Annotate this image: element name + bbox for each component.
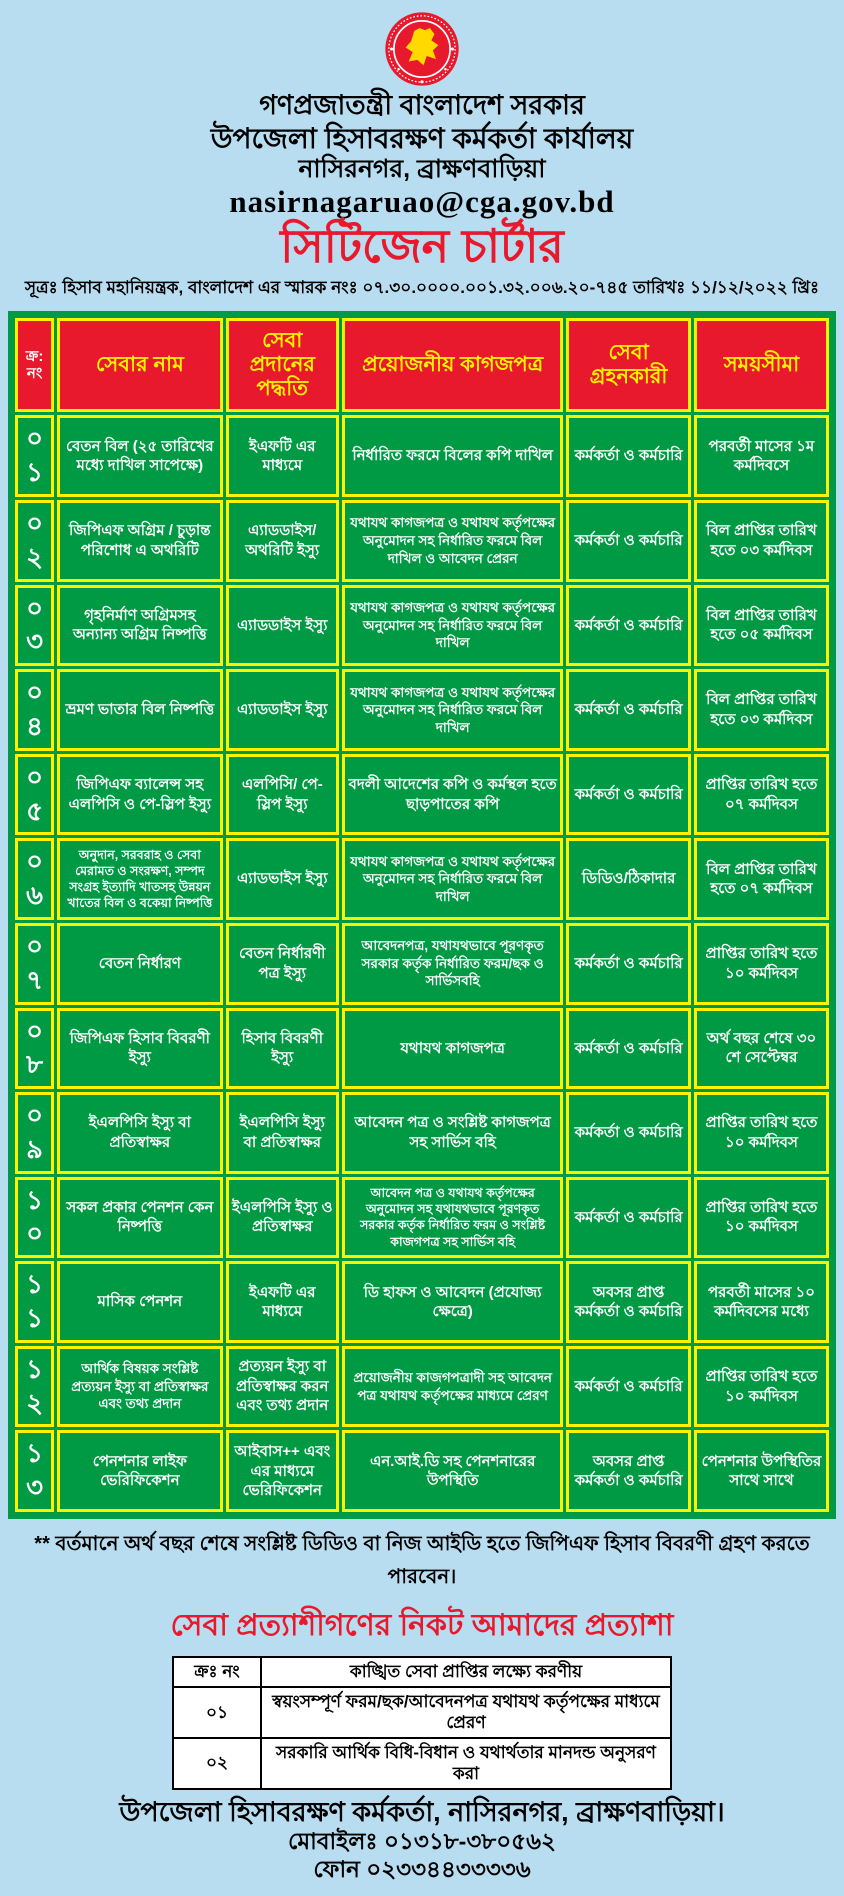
serial-cell: ০৫ bbox=[15, 754, 54, 836]
service-cell: কর্মকর্তা ও কর্মচারি bbox=[566, 923, 691, 1005]
service-cell: এ্যাডডাইস ইস্যু bbox=[226, 669, 339, 751]
expectation-serial-cell: ০১ bbox=[173, 1687, 261, 1738]
service-cell: কর্মকর্তা ও কর্মচারি bbox=[566, 1346, 691, 1428]
service-cell: আইবাস++ এবং এর মাধ্যমে ভেরিফিকেশন bbox=[226, 1430, 339, 1512]
service-cell: বিল প্রাপ্তির তারিখ হতে ০৩ কর্মদিবস bbox=[694, 669, 829, 751]
services-table bbox=[12, 315, 832, 1515]
service-row bbox=[15, 1346, 829, 1428]
office-email: nasirnagaruao@cga.gov.bd bbox=[229, 184, 615, 220]
service-cell: জিপিএফ হিসাব বিবরণী ইস্যু bbox=[57, 1008, 222, 1090]
service-row bbox=[15, 923, 829, 1005]
service-cell: গৃহনির্মাণ অগ্রিমসহ অন্যান্য অগ্রিম নিষ্পত্তি bbox=[57, 585, 222, 667]
service-cell: প্রাপ্তির তারিখ হতে ১০ কর্মদিবস bbox=[694, 1092, 829, 1174]
service-cell: যথাযথ কাগজপত্র ও যথাযথ কর্তৃপক্ষের অনুমোদন সহ নির্ধারিত ফরমে বিল দাখিল ও আবেদন প্রেরন bbox=[342, 500, 563, 582]
service-cell: ডিডিও/ঠিকাদার bbox=[566, 838, 691, 920]
service-cell: পেনশনার লাইফ ভেরিফিকেশন bbox=[57, 1430, 222, 1512]
service-cell: হিসাব বিবরণী ইস্যু bbox=[226, 1008, 339, 1090]
serial-cell: ০৮ bbox=[15, 1008, 54, 1090]
services-column-header: সেবার নাম bbox=[57, 318, 222, 412]
service-cell: যথাযথ কাগজপত্র ও যথাযথ কর্তৃপক্ষের অনুমোদন সহ নির্ধারিত ফরমে বিল দাখিল bbox=[342, 669, 563, 751]
service-cell: প্রাপ্তির তারিখ হতে ১০ কর্মদিবস bbox=[694, 1346, 829, 1428]
service-row bbox=[15, 754, 829, 836]
memo-reference: সূত্রঃ হিসাব মহানিয়ন্ত্রক, বাংলাদেশ এর স্মারক নংঃ ০৭.৩০.০০০০.০০১.৩২.০০৬.২০-৭৪৫ তারিখঃ ১১/১২/২০২২ খ্রিঃ bbox=[24, 277, 820, 297]
service-cell: মাসিক পেনশন bbox=[57, 1261, 222, 1343]
serial-cell: ১২ bbox=[15, 1346, 54, 1428]
service-cell: প্রাপ্তির তারিখ হতে ০৭ কর্মদিবস bbox=[694, 754, 829, 836]
service-cell: অনুদান, সরবরাহ ও সেবা মেরামত ও সংরক্ষণ, সম্পদ সংগ্রহ ইত্যাদি খাতসহ উন্নয়ন খাতের বিল ও বকেয়া নিষ্পত্তি bbox=[57, 838, 222, 920]
service-row bbox=[15, 585, 829, 667]
service-cell: আবেদন পত্র ও সংশ্লিষ্ট কাগজপত্র সহ সার্ভিস বহি bbox=[342, 1092, 563, 1174]
government-name: গণপ্রজাতন্ত্রী বাংলাদেশ সরকার bbox=[259, 90, 585, 120]
footer-phone-number: ফোন ০২৩৩৪৪৩৩৩৩৬ bbox=[313, 1856, 531, 1882]
office-name: উপজেলা হিসাবরক্ষণ কর্মকর্তা কার্যালয় bbox=[210, 122, 634, 154]
expectations-table bbox=[172, 1656, 672, 1790]
expectation-serial-cell: ০২ bbox=[173, 1738, 261, 1789]
serial-cell: ০২ bbox=[15, 500, 54, 582]
service-row bbox=[15, 1092, 829, 1174]
service-cell: অবসর প্রাপ্ত কর্মকর্তা ও কর্মচারি bbox=[566, 1430, 691, 1512]
document-footer bbox=[0, 1796, 844, 1896]
service-cell: বদলী আদেশের কপি ও কর্মস্থল হতে ছাড়পাতের কপি bbox=[342, 754, 563, 836]
footer-mobile-number: মোবাইলঃ ০১৩১৮-৩৮০৫৬২ bbox=[287, 1828, 556, 1855]
service-cell: কর্মকর্তা ও কর্মচারি bbox=[566, 415, 691, 497]
service-cell: অর্থ বছর শেষে ৩০ শে সেপ্টেম্বর bbox=[694, 1008, 829, 1090]
service-cell: ইএলপিসি ইস্যু ও প্রতিস্বাক্ষর bbox=[226, 1177, 339, 1259]
service-cell: কর্মকর্তা ও কর্মচারি bbox=[566, 1092, 691, 1174]
service-row bbox=[15, 1261, 829, 1343]
service-cell: কর্মকর্তা ও কর্মচারি bbox=[566, 585, 691, 667]
bangladesh-emblem-icon bbox=[383, 10, 461, 88]
expectations-heading: সেবা প্রত্যাশীগণের নিকট আমাদের প্রত্যাশা bbox=[170, 1609, 674, 1643]
service-cell: এ্যাডডাইস/ অথরিটি ইস্যু bbox=[226, 500, 339, 582]
serial-cell: ০৯ bbox=[15, 1092, 54, 1174]
service-cell: বেতন নির্ধারণী পত্র ইস্যু bbox=[226, 923, 339, 1005]
service-row bbox=[15, 669, 829, 751]
serial-cell: ১১ bbox=[15, 1261, 54, 1343]
service-cell: পরবর্তী মাসের ১ম কর্মদিবসে bbox=[694, 415, 829, 497]
service-cell: বিল প্রাপ্তির তারিখ হতে ০৫ কর্মদিবস bbox=[694, 585, 829, 667]
service-cell: বিল প্রাপ্তির তারিখ হতে ০৩ কর্মদিবস bbox=[694, 500, 829, 582]
service-cell: প্রয়োজনীয় কাজগপত্রাদী সহ আবেদন পত্র যথাযথ কর্তৃপক্ষের মাধ্যমে প্রেরণ bbox=[342, 1346, 563, 1428]
expectation-text-cell: স্বয়ংসম্পূর্ণ ফরম/ছক/আবেদনপত্র যথাযথ কর্তৃপক্ষের মাধ্যমে প্রেরণ bbox=[261, 1687, 671, 1738]
serial-cell: ১৩ bbox=[15, 1430, 54, 1512]
expectation-row bbox=[173, 1738, 671, 1789]
service-cell: ইএলপিসি ইস্যু বা প্রতিস্বাক্ষর bbox=[226, 1092, 339, 1174]
services-column-header: সময়সীমা bbox=[694, 318, 829, 412]
service-row bbox=[15, 838, 829, 920]
service-cell: কর্মকর্তা ও কর্মচারি bbox=[566, 754, 691, 836]
service-cell: জিপিএফ অগ্রিম / চুড়ান্ত পরিশোধ এ অথরিটি bbox=[57, 500, 222, 582]
service-cell: সকল প্রকার পেনশন কেন নিষ্পত্তি bbox=[57, 1177, 222, 1259]
service-cell: ডি হাফস ও আবেদন (প্রযোজ্য ক্ষেত্রে) bbox=[342, 1261, 563, 1343]
service-cell: যথাযথ কাগজপত্র ও যথাযথ কর্তৃপক্ষের অনুমোদন সহ নির্ধারিত ফরমে বিল দাখিল bbox=[342, 838, 563, 920]
serial-cell: ০৭ bbox=[15, 923, 54, 1005]
serial-cell: ০৬ bbox=[15, 838, 54, 920]
serial-cell: ১০ bbox=[15, 1177, 54, 1259]
service-cell: ইএলপিসি ইস্যু বা প্রতিস্বাক্ষর bbox=[57, 1092, 222, 1174]
service-cell: বিল প্রাপ্তির তারিখ হতে ০৭ কর্মদিবস bbox=[694, 838, 829, 920]
gpf-footnote: ** বর্তমানে অর্থ বছর শেষে সংশ্লিষ্ট ডিডিও বা নিজ আইডি হতে জিপিএফ হিসাব বিবরণী গ্রহণ করতে পারবেন। bbox=[34, 1533, 810, 1589]
expectation-row bbox=[173, 1687, 671, 1738]
service-cell: বেতন বিল (২৫ তারিখের মধ্যে দাখিল সাপেক্ষে) bbox=[57, 415, 222, 497]
service-cell: পেনশনার উপস্থিতির সাথে সাথে bbox=[694, 1430, 829, 1512]
service-cell: বেতন নির্ধারণ bbox=[57, 923, 222, 1005]
service-cell: এ্যাডভাইস ইস্যু bbox=[226, 838, 339, 920]
service-row bbox=[15, 415, 829, 497]
services-header-row bbox=[15, 318, 829, 412]
expectations-column-header: কাঙ্খিত সেবা প্রাপ্তির লক্ষ্যে করণীয় bbox=[261, 1657, 671, 1687]
service-cell: কর্মকর্তা ও কর্মচারি bbox=[566, 500, 691, 582]
service-cell: প্রাপ্তির তারিখ হতে ১০ কর্মদিবস bbox=[694, 1177, 829, 1259]
service-cell: ইএফটি এর মাধ্যমে bbox=[226, 415, 339, 497]
service-row bbox=[15, 500, 829, 582]
service-cell: কর্মকর্তা ও কর্মচারি bbox=[566, 1177, 691, 1259]
expectations-header-row bbox=[173, 1657, 671, 1687]
service-cell: এ্যাডডাইস ইস্যু bbox=[226, 585, 339, 667]
service-cell: এলপিসি/ পে-স্লিপ ইস্যু bbox=[226, 754, 339, 836]
service-cell: এন.আই.ডি সহ পেনশনারের উপস্থিতি bbox=[342, 1430, 563, 1512]
service-cell: আর্থিক বিষয়ক সংশ্লিষ্ট প্রত্যয়ন ইস্যু বা প্রতিস্বাক্ষর এবং তথ্য প্রদান bbox=[57, 1346, 222, 1428]
office-location: নাসিরনগর, ব্রাক্ষণবাড়িয়া bbox=[298, 154, 546, 183]
service-cell: আবেদন পত্র ও যথাযথ কর্তৃপক্ষের অনুমোদন সহ যথাযথভাবে পূরণকৃত সরকার কর্তৃক নির্ধারিত ফরম ও সংশ্লিষ্ট কাজগপত্র সহ সার্ভিস বহি bbox=[342, 1177, 563, 1259]
service-cell: ইএফটি এর মাধ্যমে bbox=[226, 1261, 339, 1343]
serial-cell: ০১ bbox=[15, 415, 54, 497]
service-cell: প্রাপ্তির তারিখ হতে ১০ কর্মদিবস bbox=[694, 923, 829, 1005]
expectations-column-header: ক্রঃ নং bbox=[173, 1657, 261, 1687]
service-cell: অবসর প্রাপ্ত কর্মকর্তা ও কর্মচারি bbox=[566, 1261, 691, 1343]
service-cell: যথাযথ কাগজপত্র ও যথাযথ কর্তৃপক্ষের অনুমোদন সহ নির্ধারিত ফরমে বিল দাখিল bbox=[342, 585, 563, 667]
serial-cell: ০৪ bbox=[15, 669, 54, 751]
service-cell: আবেদনপত্র, যথাযথভাবে পূরণকৃত সরকার কর্তৃক নির্ধারিত ফরম/ছক ও সার্ভিসবহি bbox=[342, 923, 563, 1005]
footer-office-line: উপজেলা হিসাবরক্ষণ কর্মকর্তা, নাসিরনগর, ব্রাক্ষণবাড়িয়া। bbox=[119, 1797, 725, 1828]
service-cell: জিপিএফ ব্যালেন্স সহ এলপিসি ও পে-স্লিপ ইস্যু bbox=[57, 754, 222, 836]
govt-emblem-logo bbox=[0, 10, 844, 88]
service-cell: ভ্রমণ ভাতার বিল নিষ্পত্তি bbox=[57, 669, 222, 751]
document-header bbox=[0, 0, 844, 303]
service-cell: যথাযথ কাগজপত্র bbox=[342, 1008, 563, 1090]
services-column-header: সেবা গ্রহনকারী bbox=[566, 318, 691, 412]
service-row bbox=[15, 1008, 829, 1090]
service-cell: কর্মকর্তা ও কর্মচারি bbox=[566, 669, 691, 751]
service-cell: নির্ধারিত ফরমে বিলের কপি দাখিল bbox=[342, 415, 563, 497]
page-title: সিটিজেন চার্টার bbox=[280, 220, 564, 273]
service-cell: কর্মকর্তা ও কর্মচারি bbox=[566, 1008, 691, 1090]
service-row bbox=[15, 1430, 829, 1512]
service-cell: পরবর্তী মাসের ১০ কর্মদিবসের মধ্যে bbox=[694, 1261, 829, 1343]
services-column-header: ক্র: নং bbox=[15, 318, 54, 412]
services-column-header: সেবা প্রদানের পদ্ধতি bbox=[226, 318, 339, 412]
services-table-panel bbox=[8, 311, 836, 1519]
services-column-header: প্রয়োজনীয় কাগজপত্র bbox=[342, 318, 563, 412]
serial-cell: ০৩ bbox=[15, 585, 54, 667]
service-cell: প্রত্যয়ন ইস্যু বা প্রতিস্বাক্ষর করন এবং তথ্য প্রদান bbox=[226, 1346, 339, 1428]
service-row bbox=[15, 1177, 829, 1259]
expectation-text-cell: সরকারি আর্থিক বিধি-বিধান ও যথার্থতার মানদন্ড অনুসরণ করা bbox=[261, 1738, 671, 1789]
